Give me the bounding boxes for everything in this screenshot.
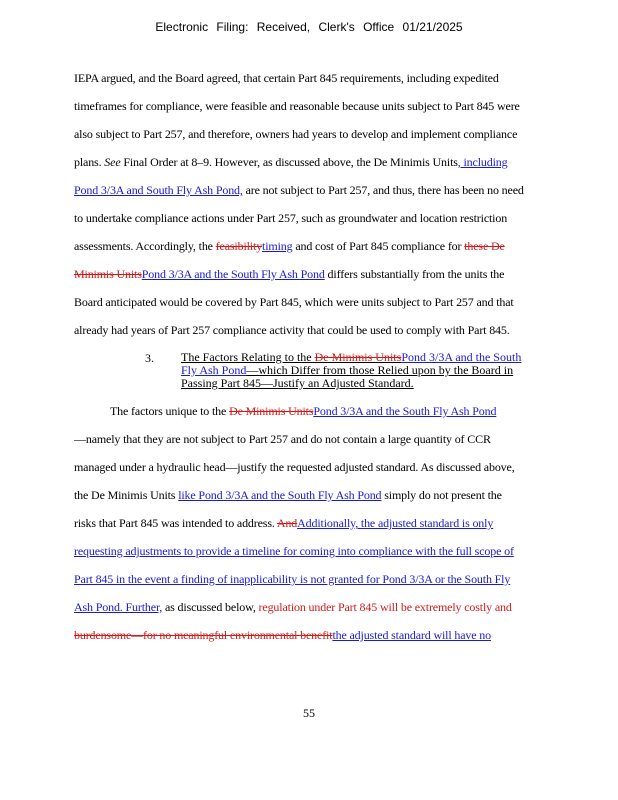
heading-line: Passing Part 845—Justify an Adjusted Standard. [181,376,414,390]
text-run: differs substantially from the units the [324,267,505,281]
text-line: managed under a hydraulic head—justify the requested adjusted standard. As discussed above, [74,460,515,474]
inserted-text: Additionally, the adjusted standard is only [297,516,494,530]
text-line [74,154,507,170]
inserted-text: Pond 3/3A and South Fly Ash Pond, [74,183,243,197]
text-run: are not subject to Part 257, and thus, there has been no need [242,183,524,197]
text-line: —namely that they are not subject to Part 257 and do not contain a large quantity of CCR [74,432,491,446]
text-run: simply do not present the [381,488,502,502]
inserted-text: Part 845 in the event a finding of inapplicability is not granted for Pond 3/3A or the South Fly [74,572,511,586]
text-run: The factors unique to the [110,404,230,418]
text-line: also subject to Part 257, and therefore, owners had years to develop and implement compliance [74,127,518,141]
inserted-text: the adjusted standard will have no [332,628,491,642]
page-number: 55 [303,706,315,720]
changed-text: regulation under Part 845 will be extremely costly and [258,600,512,614]
text-run: —which Differ from those Relied upon by the Board in [246,363,514,377]
deleted-text: De Minimis Units [314,350,402,364]
text-run: as discussed below, [162,600,259,614]
inserted-text: Pond 3/3A and the South [401,350,522,364]
text-line [74,599,512,615]
section-number: 3. [145,351,154,365]
inserted-text: requesting adjustments to provide a timeline for coming into compliance with the full scope of [74,544,514,558]
inserted-text: timing [262,239,293,253]
inserted-text: Fly Ash Pond [181,363,247,377]
text-run: The Factors Relating to the [181,350,315,364]
inserted-text: , including [457,155,508,169]
text-line [74,182,524,198]
text-line [74,266,504,282]
deleted-text: feasibility [215,239,263,253]
text-line: to undertake compliance actions under Part 257, such as groundwater and location restriction [74,211,508,225]
text-line [74,627,491,643]
inserted-text: Pond 3/3A and the South Fly Ash Pond [313,404,497,418]
citation-signal: See [104,155,121,169]
deleted-text: these De [464,239,505,253]
text-line [74,571,510,587]
text-line [74,543,514,559]
inserted-text: like Pond 3/3A and the South Fly Ash Pond [178,488,382,502]
text-line [74,238,505,254]
deleted-text: Minimis Units [74,267,142,281]
text-line: timeframes for compliance, were feasible and reasonable because units subject to Part 845 were [74,99,520,113]
text-run: Final Order at 8–9. However, as discussed above, the De Minimis Units [120,155,458,169]
deleted-text: And [276,516,298,530]
text-line: IEPA argued, and the Board agreed, that certain Part 845 requirements, including expedited [74,71,499,85]
inserted-text: Pond 3/3A and the South Fly Ash Pond [141,267,325,281]
deleted-text: burdensome—for no meaningful environmental benefit [74,628,333,642]
text-run: plans. [74,155,102,169]
deleted-text: De Minimis Units [229,404,314,418]
text-line: Board anticipated would be covered by Part 845, which were units subject to Part 257 and that [74,295,514,309]
text-run: risks that Part 845 was intended to address. [74,516,277,530]
text-line [74,515,493,531]
text-run: assessments. Accordingly, the [74,239,216,253]
text-line: already had years of Part 257 compliance activity that could be used to comply with Part 845. [74,323,510,337]
text-run: and cost of Part 845 compliance for [292,239,465,253]
filing-header: Electronic Filing: Received, Clerk's Office 01/21/2025 [155,20,463,34]
text-run: the De Minimis Units [74,488,179,502]
text-line [74,487,502,503]
text-line [110,403,496,419]
inserted-text: Ash Pond. Further, [74,600,163,614]
section-heading [181,351,521,390]
